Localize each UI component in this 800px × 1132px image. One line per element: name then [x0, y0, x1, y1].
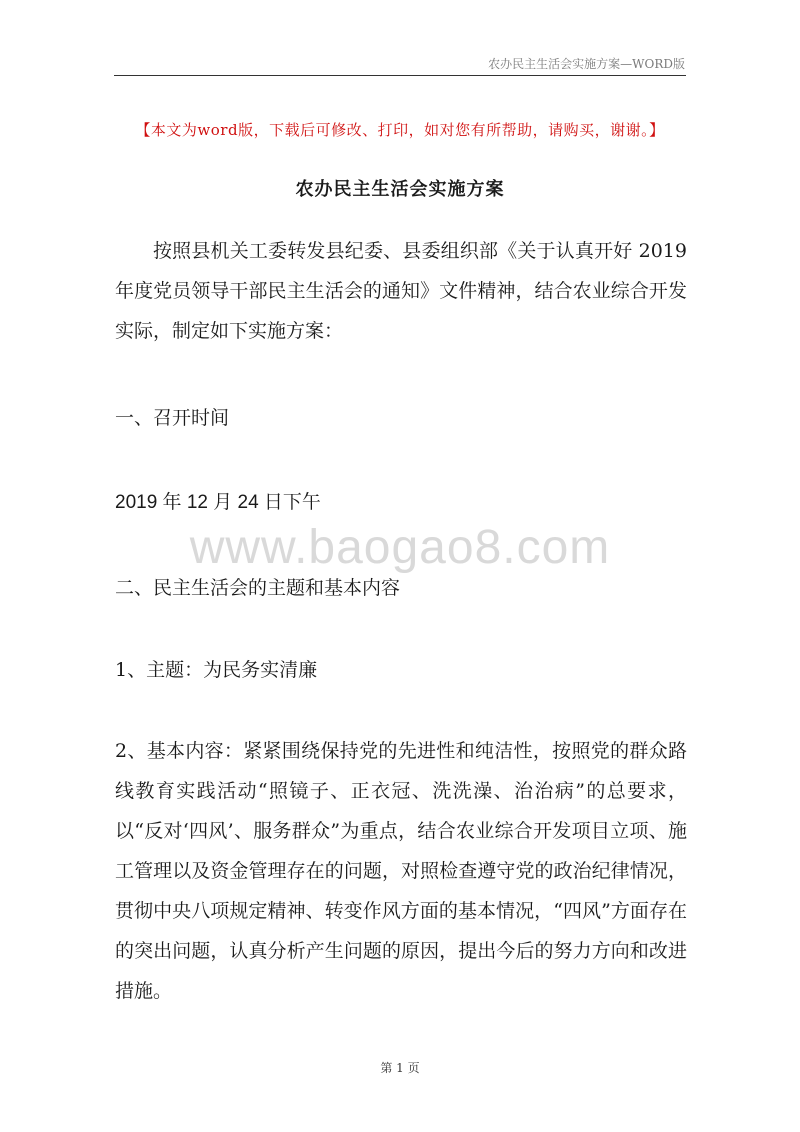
watermark: www.baogao8.com	[189, 521, 611, 574]
header-rule	[114, 75, 686, 76]
intro-paragraph: 按照县机关工委转发县纪委、县委组织部《关于认真开好 2019年度党员领导干部民主生活会的通知》文件精神，结合农业综合开发实际，制定如下实施方案：	[115, 240, 687, 342]
meeting-date: 2019 年 12 月 24 日下午	[115, 492, 321, 513]
section-heading-theme: 二、民主生活会的主题和基本内容	[115, 577, 401, 599]
page-number: 第 1 页	[380, 1061, 420, 1075]
section-heading-time: 一、召开时间	[115, 407, 230, 429]
content-paragraph: 2、基本内容：紧紧围绕保持党的先进性和纯洁性，按照党的群众路线教育实践活动“照镜子、正衣冠、洗洗澡、治治病”的总要求，以“反对‘四风’、服务群众”为重点，结合农业综合开发项目立项、施工管理以及资金管理存在的问题，对照检查遵守党的政治纪律情况，贯彻中央八项规定精神、转变作风方面的基本情况，“四风”方面存在的突出问题，认真分析产生问题的原因，提出今后的努力方向和改进措施。	[115, 740, 687, 1002]
document-title: 农办民主生活会实施方案	[295, 179, 505, 200]
running-header: 农办民主生活会实施方案—WORD版	[488, 57, 685, 71]
download-notice: 【本文为word版，下载后可修改、打印，如对您有所帮助，请购买，谢谢。】	[135, 121, 665, 139]
topic-line: 1、主题：为民务实清廉	[115, 659, 318, 681]
